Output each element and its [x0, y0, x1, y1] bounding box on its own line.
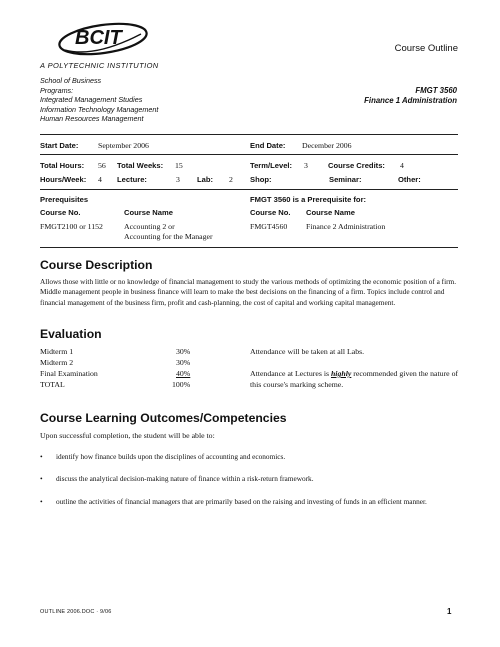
eval-item-name: Midterm 1	[40, 347, 74, 356]
hours-week-label: Hours/Week:	[40, 175, 87, 184]
footer-filename: OUTLINE 2006.DOC · 9/06	[40, 609, 112, 615]
lecture-label: Lecture:	[117, 175, 147, 184]
other-label: Other:	[398, 175, 421, 184]
program-item: Integrated Management Studies	[40, 95, 143, 105]
prereq-course-name-line: Accounting 2 or	[124, 222, 175, 231]
outcome-item: outline the activities of financial managers that are primarily based on the raising and investing of funds in an efficient manner.	[56, 497, 427, 506]
program-item: Human Resources Management	[40, 114, 144, 124]
doc-type: Course Outline	[394, 43, 458, 54]
course-description-title: Course Description	[40, 258, 153, 272]
prereq-course-name-line: Accounting for the Manager	[124, 232, 213, 241]
course-code: FMGT 3560	[415, 86, 457, 95]
total-weeks-value: 15	[175, 161, 183, 170]
outcomes-title: Course Learning Outcomes/Competencies	[40, 411, 287, 425]
start-date-value: September 2006	[98, 141, 149, 150]
bcit-logo	[55, 20, 151, 58]
term-level-value: 3	[304, 161, 308, 170]
hours-week-value: 4	[98, 175, 102, 184]
total-hours-value: 56	[98, 161, 106, 170]
outcome-item: identify how finance builds upon the disciplines of accounting and economics.	[56, 452, 286, 461]
total-weeks-label: Total Weeks:	[117, 161, 164, 170]
start-date-label: Start Date:	[40, 141, 79, 150]
shop-label: Shop:	[250, 175, 272, 184]
course-credits-label: Course Credits:	[328, 161, 385, 170]
bullet-icon: •	[40, 474, 43, 483]
seminar-label: Seminar:	[329, 175, 362, 184]
school-name: School of Business	[40, 76, 102, 85]
prereq-course-name	[124, 222, 213, 242]
divider	[40, 154, 458, 155]
lab-label: Lab:	[197, 175, 214, 184]
divider	[40, 247, 458, 248]
prereq-course-no: FMGT2100 or 1152	[40, 222, 103, 231]
course-title: Finance 1 Administration	[364, 96, 457, 105]
outcome-item: discuss the analytical decision-making nature of finance within a risk-return framework.	[56, 474, 314, 483]
eval-item-pct: 30%	[176, 358, 191, 367]
eval-item-name: Final Examination	[40, 369, 98, 378]
bullet-icon: •	[40, 452, 43, 461]
page-number: 1	[447, 607, 452, 616]
programs-label: Programs:	[40, 85, 74, 95]
total-hours-label: Total Hours:	[40, 161, 85, 170]
next-course-no: FMGT4560	[250, 222, 288, 231]
col-course-name: Course Name	[306, 208, 355, 217]
eval-item-pct: 30%	[176, 347, 191, 356]
note-emphasis: highly	[330, 369, 352, 378]
attendance-note-labs: Attendance will be taken at all Labs.	[250, 347, 365, 356]
note-text: recommended given the nature of this course's marking scheme.	[250, 369, 459, 389]
logo-text: BCIT	[75, 27, 122, 49]
divider	[40, 189, 458, 190]
school-block	[40, 76, 158, 124]
attendance-note-lectures	[250, 369, 460, 390]
eval-item-pct: 40%	[176, 369, 191, 378]
eval-item-name: TOTAL	[40, 380, 65, 389]
evaluation-title: Evaluation	[40, 327, 102, 341]
prerequisites-title: Prerequisites	[40, 195, 89, 204]
col-course-no: Course No.	[250, 208, 291, 217]
next-course-name: Finance 2 Administration	[306, 222, 386, 231]
end-date-label: End Date:	[250, 141, 286, 150]
note-text: Attendance at Lectures is	[250, 369, 331, 378]
lab-value: 2	[229, 175, 233, 184]
bullet-icon: •	[40, 497, 43, 506]
eval-item-pct: 100%	[172, 380, 191, 389]
course-credits-value: 4	[400, 161, 404, 170]
col-course-no: Course No.	[40, 208, 81, 217]
course-description-text: Allows those with little or no knowledge of financial management to study the various methods of optimizing the economic position of a firm. Middle management people in business finance will learn to make the best decisions on the financing of a firm. Topics include control and financial management of the business firm, profit and cash-planning, the cost of capital and working capital management.	[40, 277, 457, 307]
lecture-value: 3	[176, 175, 180, 184]
term-level-label: Term/Level:	[250, 161, 293, 170]
col-course-name: Course Name	[124, 208, 173, 217]
course-id-block	[364, 86, 457, 106]
prereq-for-title: FMGT 3560 is a Prerequisite for:	[250, 195, 367, 204]
outcomes-intro: Upon successful completion, the student will be able to:	[40, 431, 215, 440]
tagline: A POLYTECHNIC INSTITUTION	[40, 61, 159, 70]
end-date-value: December 2006	[302, 141, 352, 150]
eval-item-name: Midterm 2	[40, 358, 74, 367]
divider	[40, 134, 458, 135]
program-item: Information Technology Management	[40, 104, 159, 114]
